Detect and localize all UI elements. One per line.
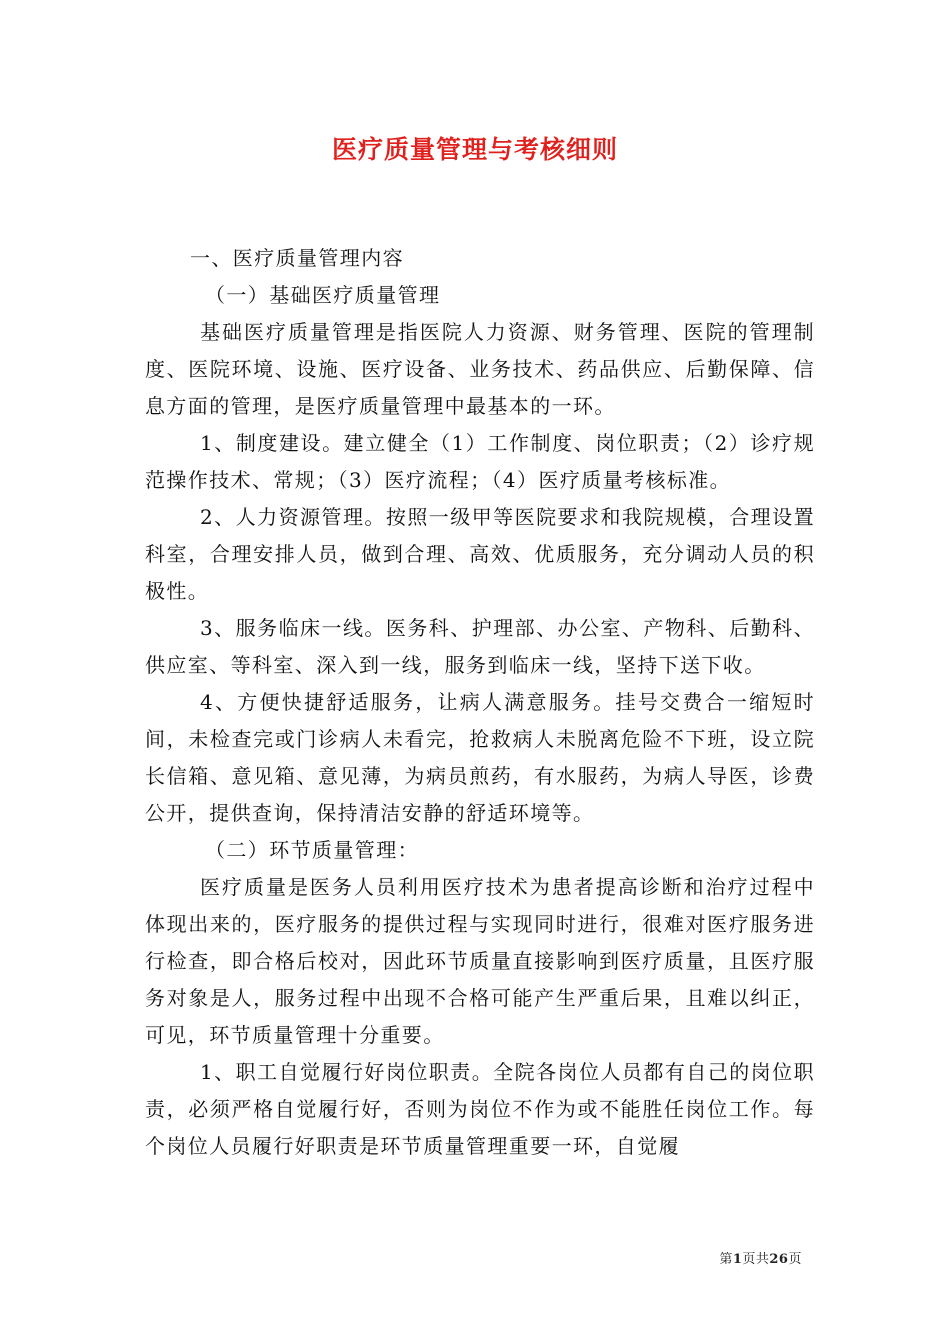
section-1-item-3: 3、服务临床一线。医务科、护理部、办公室、产物科、后勤科、供应室、等科室、深入到一线，服务到临床一线，坚持下送下收。 — [145, 616, 815, 677]
heading-level-1: 一、医疗质量管理内容 — [190, 246, 404, 270]
section-2-heading: （二）环节质量管理： — [205, 838, 419, 862]
footer-current-page: 1 — [732, 1252, 743, 1267]
section-1-heading: （一）基础医疗质量管理 — [205, 283, 441, 307]
page-footer — [719, 1248, 802, 1267]
footer-prefix: 第 — [719, 1252, 733, 1267]
footer-suffix: 页 — [788, 1252, 802, 1267]
document-body — [145, 240, 815, 1165]
section-1-item-1: 1、制度建设。建立健全（1）工作制度、岗位职责；（2）诊疗规范操作技术、常规；（3）医疗流程；（4）医疗质量考核标准。 — [145, 431, 815, 492]
document-title: 医疗质量管理与考核细则 — [331, 135, 618, 164]
section-1-item-4: 4、方便快捷舒适服务，让病人满意服务。挂号交费合一缩短时间，未检查完或门诊病人未看完，抢救病人未脱离危险不下班，设立院长信箱、意见箱、意见薄，为病员煎药，有水服药，为病人导医，诊费公开，提供查询，保持清洁安静的舒适环境等。 — [145, 690, 815, 825]
footer-total-pages: 26 — [769, 1252, 789, 1267]
section-2-intro: 医疗质量是医务人员利用医疗技术为患者提高诊断和治疗过程中体现出来的，医疗服务的提供过程与实现同时进行，很难对医疗服务进行检查，即合格后校对，因此环节质量直接影响到医疗质量，且医疗服务对象是人，服务过程中出现不合格可能产生严重后果，且难以纠正，可见，环节质量管理十分重要。 — [145, 875, 815, 1047]
footer-middle: 页共 — [742, 1252, 770, 1267]
section-1-item-2: 2、人力资源管理。按照一级甲等医院要求和我院规模，合理设置科室，合理安排人员，做到合理、高效、优质服务，充分调动人员的积极性。 — [145, 505, 815, 603]
section-1-intro: 基础医疗质量管理是指医院人力资源、财务管理、医院的管理制度、医院环境、设施、医疗设备、业务技术、药品供应、后勤保障、信息方面的管理，是医疗质量管理中最基本的一环。 — [145, 320, 815, 418]
section-2-item-1: 1、职工自觉履行好岗位职责。全院各岗位人员都有自己的岗位职责，必须严格自觉履行好，否则为岗位不作为或不能胜任岗位工作。每个岗位人员履行好职责是环节质量管理重要一环，自觉履 — [145, 1060, 815, 1158]
